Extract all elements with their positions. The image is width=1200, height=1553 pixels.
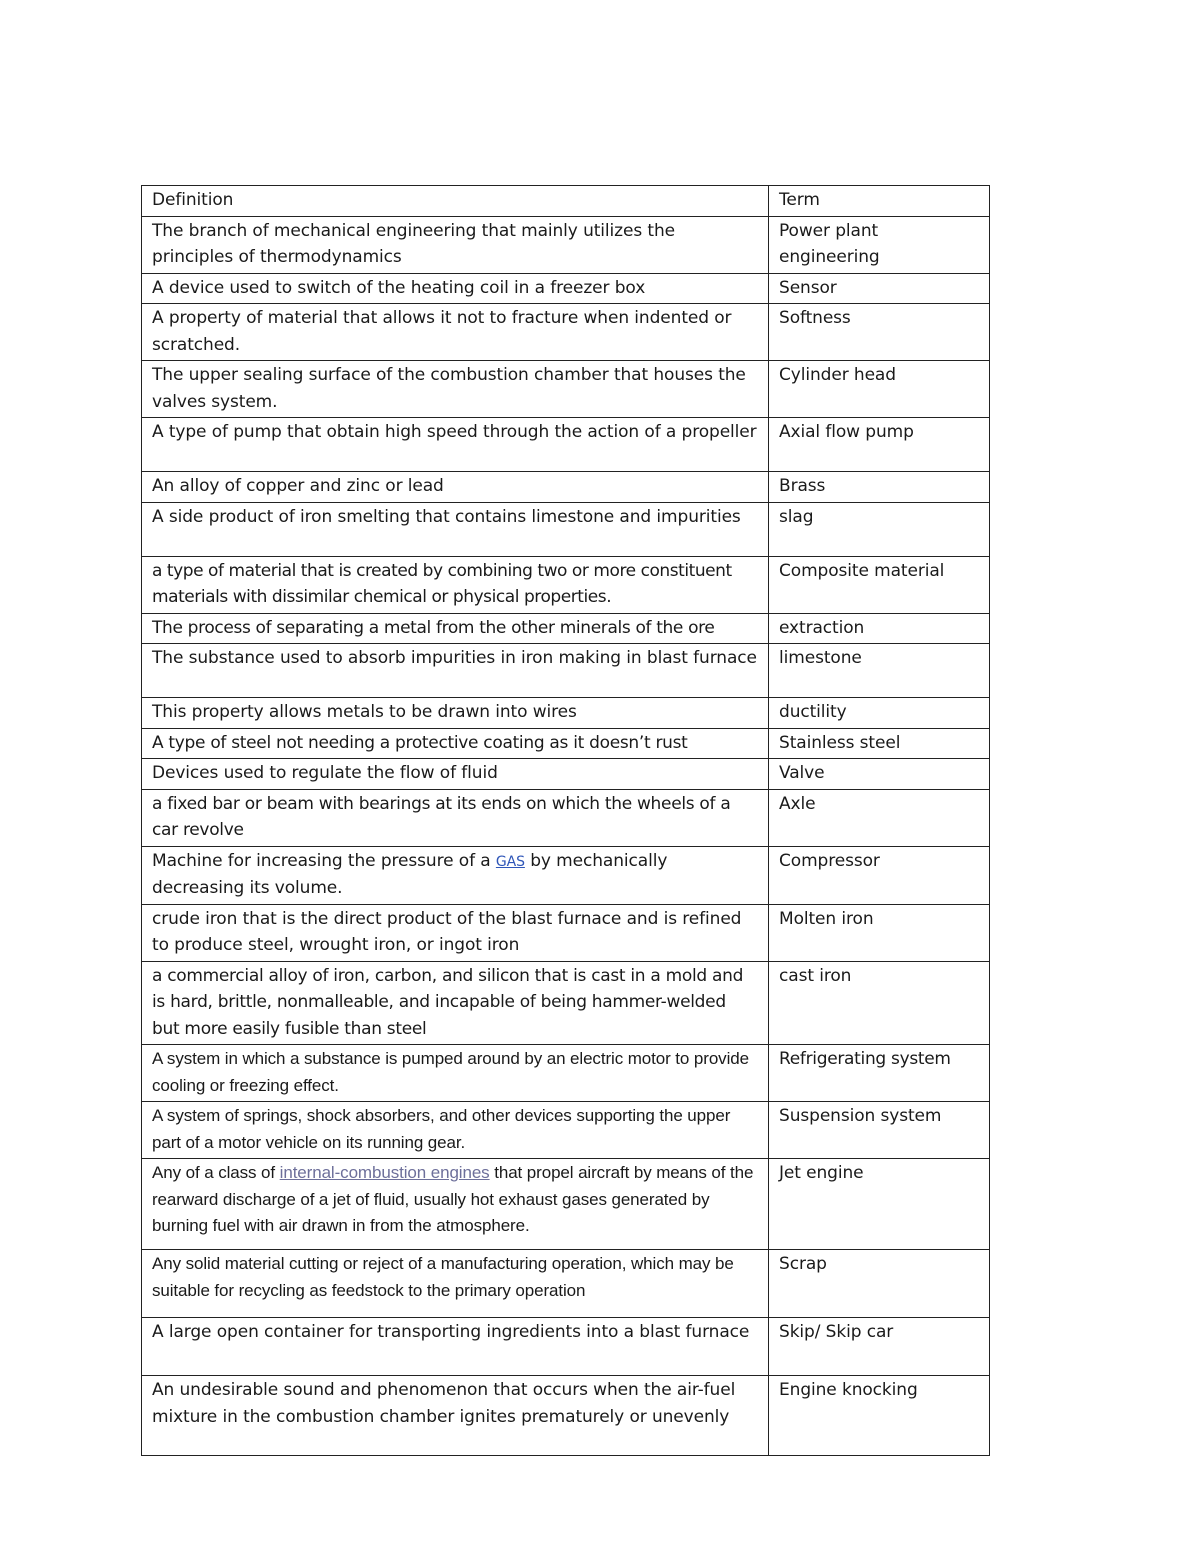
- header-definition: Definition: [142, 186, 769, 217]
- definition-cell: The process of separating a metal from the other minerals of the ore: [142, 613, 769, 644]
- table-row: [142, 846, 990, 904]
- term-cell: Sensor: [769, 273, 990, 304]
- table-row: [142, 789, 990, 846]
- definition-cell: A device used to switch of the heating coil in a freezer box: [142, 273, 769, 304]
- table-row: [142, 1159, 990, 1250]
- definition-cell: A large open container for transporting ingredients into a blast furnace: [142, 1318, 769, 1376]
- table-row: [142, 472, 990, 503]
- term-cell: slag: [769, 502, 990, 556]
- definition-cell: A side product of iron smelting that contains limestone and impurities: [142, 502, 769, 556]
- definition-cell: The substance used to absorb impurities in iron making in blast furnace: [142, 644, 769, 698]
- term-cell: Scrap: [769, 1250, 990, 1318]
- definition-cell: The upper sealing surface of the combustion chamber that houses the valves system.: [142, 361, 769, 418]
- term-cell: cast iron: [769, 961, 990, 1045]
- definition-cell: a fixed bar or beam with bearings at its ends on which the wheels of a car revolve: [142, 789, 769, 846]
- definition-cell: This property allows metals to be drawn into wires: [142, 698, 769, 729]
- table-row: [142, 961, 990, 1045]
- definition-cell: [142, 1159, 769, 1250]
- term-cell: Engine knocking: [769, 1376, 990, 1456]
- definition-cell: a commercial alloy of iron, carbon, and silicon that is cast in a mold and is hard, brittle, nonmalleable, and incapable of being hammer-welded but more easily fusible than steel: [142, 961, 769, 1045]
- term-cell: Jet engine: [769, 1159, 990, 1250]
- definition-cell: A property of material that allows it not to fracture when indented or scratched.: [142, 304, 769, 361]
- term-cell: Refrigerating system: [769, 1045, 990, 1102]
- definition-cell: Devices used to regulate the flow of fluid: [142, 759, 769, 790]
- table-row: [142, 418, 990, 472]
- term-cell: Stainless steel: [769, 728, 990, 759]
- definition-cell: A system in which a substance is pumped around by an electric motor to provide cooling or freezing effect.: [142, 1045, 769, 1102]
- table-row: [142, 556, 990, 613]
- definition-cell: Any solid material cutting or reject of a manufacturing operation, which may be suitable for recycling as feedstock to the primary operation: [142, 1250, 769, 1318]
- term-cell: Compressor: [769, 846, 990, 904]
- term-cell: Valve: [769, 759, 990, 790]
- term-cell: Suspension system: [769, 1102, 990, 1159]
- term-cell: Axial flow pump: [769, 418, 990, 472]
- definition-cell: An alloy of copper and zinc or lead: [142, 472, 769, 503]
- table-row: [142, 502, 990, 556]
- table-row: [142, 1376, 990, 1456]
- internal-combustion-engines-link[interactable]: internal-combustion engines: [279, 1163, 490, 1182]
- term-cell: Skip/ Skip car: [769, 1318, 990, 1376]
- term-cell: ductility: [769, 698, 990, 729]
- table-row: [142, 361, 990, 418]
- table-row: [142, 273, 990, 304]
- table-row: [142, 1045, 990, 1102]
- definition-cell: A type of pump that obtain high speed through the action of a propeller: [142, 418, 769, 472]
- definition-text-after: by mechanically decreasing its volume.: [152, 850, 668, 898]
- table-row: [142, 759, 990, 790]
- term-cell: Axle: [769, 789, 990, 846]
- definition-cell: A type of steel not needing a protective coating as it doesn’t rust: [142, 728, 769, 759]
- term-cell: Cylinder head: [769, 361, 990, 418]
- table-row: [142, 613, 990, 644]
- term-cell: Molten iron: [769, 904, 990, 961]
- definition-cell: An undesirable sound and phenomenon that occurs when the air-fuel mixture in the combustion chamber ignites prematurely or unevenly: [142, 1376, 769, 1456]
- definition-text-before: Machine for increasing the pressure of a: [152, 850, 496, 871]
- table-row: [142, 216, 990, 273]
- table-row: [142, 728, 990, 759]
- table-row: [142, 1318, 990, 1376]
- definition-text-after: that propel aircraft by means of the rearward discharge of a jet of fluid, usually hot exhaust gases generated by burning fuel with air drawn in from the atmosphere.: [152, 1163, 754, 1235]
- table-row: [142, 904, 990, 961]
- definition-cell: The branch of mechanical engineering that mainly utilizes the principles of thermodynamics: [142, 216, 769, 273]
- term-cell: extraction: [769, 613, 990, 644]
- definition-cell: A system of springs, shock absorbers, and other devices supporting the upper part of a motor vehicle on its running gear.: [142, 1102, 769, 1159]
- table-row: [142, 1102, 990, 1159]
- table-row: [142, 304, 990, 361]
- definition-cell: a type of material that is created by combining two or more constituent materials with dissimilar chemical or physical properties.: [142, 556, 769, 613]
- glossary-table: [141, 185, 990, 1456]
- term-cell: Brass: [769, 472, 990, 503]
- definition-cell: [142, 846, 769, 904]
- table-row: [142, 698, 990, 729]
- term-cell: Softness: [769, 304, 990, 361]
- header-term: Term: [769, 186, 990, 217]
- term-cell: limestone: [769, 644, 990, 698]
- definition-cell: crude iron that is the direct product of the blast furnace and is refined to produce steel, wrought iron, or ingot iron: [142, 904, 769, 961]
- table-row: [142, 1250, 990, 1318]
- table-header-row: [142, 186, 990, 217]
- table-row: [142, 644, 990, 698]
- gas-link[interactable]: GAS: [495, 853, 525, 870]
- definition-text-before: Any of a class of: [152, 1163, 280, 1182]
- term-cell: Composite material: [769, 556, 990, 613]
- term-cell: Power plant engineering: [769, 216, 990, 273]
